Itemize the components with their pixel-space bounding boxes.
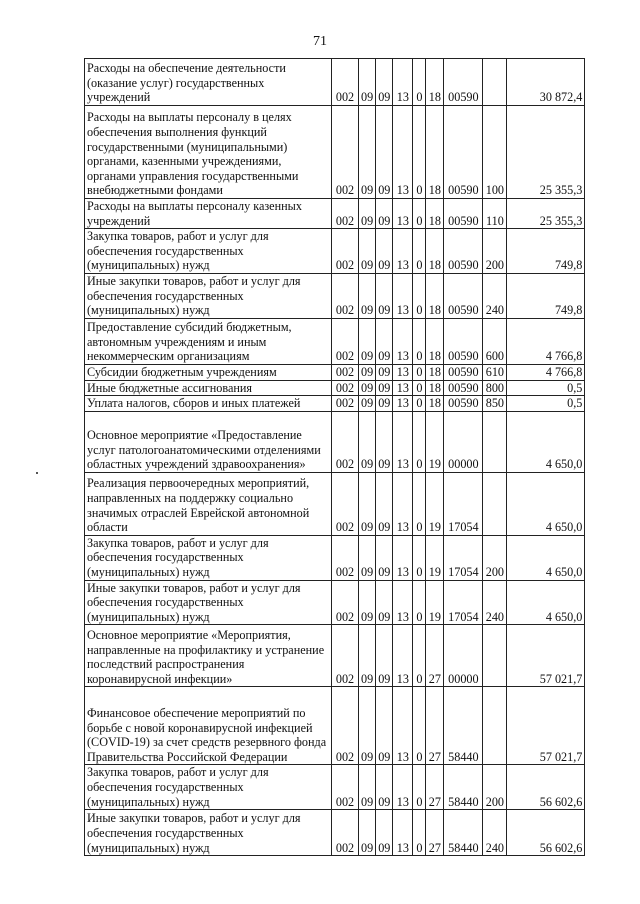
cell-pr: 09 [376,472,393,535]
cell-cs3: 19 [426,535,444,580]
cell-adm: 002 [332,380,359,396]
cell-sum: 57 021,7 [507,625,585,687]
cell-sum: 0,5 [507,380,585,396]
cell-rz: 09 [359,318,376,364]
cell-cs3: 27 [426,687,444,765]
cell-sum: 0,5 [507,396,585,412]
cell-name: Финансовое обеспечение мероприятий по борьбе с новой коронавирусной инфекцией (COVID-19) за счет средств резервного фонда Правительства Российской Федерации [85,687,332,765]
cell-sum: 56 602,6 [507,810,585,856]
cell-cs1: 13 [393,625,413,687]
cell-cs4: 00000 [444,411,483,472]
cell-cs3: 18 [426,273,444,318]
cell-cs3: 19 [426,472,444,535]
cell-sum: 4 650,0 [507,580,585,625]
cell-rz: 09 [359,625,376,687]
cell-vr [483,411,507,472]
cell-adm: 002 [332,106,359,199]
cell-cs3: 18 [426,59,444,106]
cell-cs3: 27 [426,625,444,687]
cell-cs2: 0 [413,199,426,229]
cell-cs1: 13 [393,472,413,535]
cell-sum: 749,8 [507,229,585,274]
cell-adm: 002 [332,687,359,765]
cell-rz: 09 [359,810,376,856]
cell-cs2: 0 [413,535,426,580]
cell-adm: 002 [332,396,359,412]
cell-sum: 57 021,7 [507,687,585,765]
cell-adm: 002 [332,580,359,625]
cell-name: Иные закупки товаров, работ и услуг для обеспечения государственных (муниципальных) нужд [85,580,332,625]
cell-pr: 09 [376,411,393,472]
table-row [85,229,585,274]
cell-rz: 09 [359,273,376,318]
cell-cs4: 58440 [444,810,483,856]
cell-cs3: 18 [426,318,444,364]
cell-name: Основное мероприятие «Предоставление услуг патологоанатомическими отделениями областных учреждений здравоохранения» [85,411,332,472]
cell-pr: 09 [376,687,393,765]
cell-pr: 09 [376,580,393,625]
cell-rz: 09 [359,106,376,199]
cell-sum: 4 650,0 [507,411,585,472]
cell-cs4: 00000 [444,625,483,687]
cell-rz: 09 [359,535,376,580]
cell-cs2: 0 [413,810,426,856]
cell-cs3: 18 [426,229,444,274]
cell-sum: 56 602,6 [507,765,585,810]
cell-cs4: 00590 [444,364,483,380]
cell-vr: 110 [483,199,507,229]
cell-cs2: 0 [413,625,426,687]
cell-rz: 09 [359,580,376,625]
cell-adm: 002 [332,229,359,274]
table-row [85,318,585,364]
cell-adm: 002 [332,59,359,106]
cell-vr [483,625,507,687]
cell-name: Реализация первоочередных мероприятий, направленных на поддержку социально значимых отраслей Еврейской автономной области [85,472,332,535]
cell-adm: 002 [332,411,359,472]
cell-pr: 09 [376,396,393,412]
table-row [85,625,585,687]
cell-cs3: 18 [426,380,444,396]
cell-name: Основное мероприятие «Мероприятия, направленные на профилактику и устранение последствий распространения коронавирусной инфекции» [85,625,332,687]
table-row [85,380,585,396]
cell-rz: 09 [359,396,376,412]
cell-cs4: 17054 [444,535,483,580]
table-row [85,472,585,535]
cell-cs1: 13 [393,810,413,856]
cell-adm: 002 [332,318,359,364]
cell-sum: 4 650,0 [507,472,585,535]
cell-vr [483,472,507,535]
cell-vr: 850 [483,396,507,412]
cell-cs2: 0 [413,472,426,535]
cell-name: Закупка товаров, работ и услуг для обеспечения государственных (муниципальных) нужд [85,765,332,810]
cell-pr: 09 [376,765,393,810]
table-row [85,59,585,106]
cell-adm: 002 [332,364,359,380]
cell-cs2: 0 [413,580,426,625]
cell-vr: 100 [483,106,507,199]
cell-cs2: 0 [413,229,426,274]
cell-vr: 240 [483,810,507,856]
cell-sum: 30 872,4 [507,59,585,106]
cell-cs1: 13 [393,396,413,412]
cell-cs1: 13 [393,411,413,472]
cell-rz: 09 [359,59,376,106]
cell-cs1: 13 [393,273,413,318]
cell-adm: 002 [332,199,359,229]
cell-name: Расходы на обеспечение деятельности (оказание услуг) государственных учреждений [85,59,332,106]
cell-vr: 600 [483,318,507,364]
table-row [85,535,585,580]
cell-rz: 09 [359,364,376,380]
cell-cs4: 58440 [444,687,483,765]
cell-vr: 200 [483,765,507,810]
cell-cs3: 19 [426,580,444,625]
cell-adm: 002 [332,625,359,687]
cell-sum: 4 766,8 [507,364,585,380]
cell-name: Закупка товаров, работ и услуг для обеспечения государственных (муниципальных) нужд [85,229,332,274]
cell-cs3: 18 [426,396,444,412]
cell-cs4: 17054 [444,580,483,625]
table-row [85,364,585,380]
cell-cs2: 0 [413,380,426,396]
table-body [85,59,585,856]
cell-name: Иные закупки товаров, работ и услуг для обеспечения государственных (муниципальных) нужд [85,273,332,318]
cell-name: Предоставление субсидий бюджетным, автономным учреждениям и иным некоммерческим организациям [85,318,332,364]
cell-vr: 800 [483,380,507,396]
cell-pr: 09 [376,364,393,380]
cell-pr: 09 [376,106,393,199]
cell-sum: 4 650,0 [507,535,585,580]
cell-cs1: 13 [393,106,413,199]
cell-cs2: 0 [413,273,426,318]
cell-name: Иные бюджетные ассигнования [85,380,332,396]
table-row [85,199,585,229]
cell-cs2: 0 [413,765,426,810]
cell-vr: 610 [483,364,507,380]
cell-pr: 09 [376,318,393,364]
cell-rz: 09 [359,411,376,472]
cell-name: Расходы на выплаты персоналу в целях обеспечения выполнения функций государственными (муниципальными) органами, казенными учреждениями, органами управления государственными внебюджетными фондами [85,106,332,199]
cell-cs2: 0 [413,106,426,199]
cell-vr: 240 [483,273,507,318]
cell-name: Субсидии бюджетным учреждениям [85,364,332,380]
cell-pr: 09 [376,810,393,856]
cell-name: Уплата налогов, сборов и иных платежей [85,396,332,412]
cell-cs1: 13 [393,318,413,364]
cell-cs3: 18 [426,106,444,199]
cell-cs1: 13 [393,364,413,380]
cell-adm: 002 [332,765,359,810]
cell-cs3: 18 [426,199,444,229]
cell-cs1: 13 [393,687,413,765]
cell-rz: 09 [359,472,376,535]
cell-pr: 09 [376,625,393,687]
cell-vr: 200 [483,229,507,274]
budget-table [84,58,585,856]
table-row [85,765,585,810]
scan-speck [36,472,38,474]
cell-cs2: 0 [413,59,426,106]
cell-adm: 002 [332,535,359,580]
table-row [85,580,585,625]
cell-name: Иные закупки товаров, работ и услуг для обеспечения государственных (муниципальных) нужд [85,810,332,856]
cell-cs4: 58440 [444,765,483,810]
cell-cs4: 00590 [444,59,483,106]
table-row [85,396,585,412]
cell-cs1: 13 [393,535,413,580]
cell-adm: 002 [332,273,359,318]
cell-cs4: 00590 [444,396,483,412]
cell-vr [483,59,507,106]
cell-pr: 09 [376,199,393,229]
cell-pr: 09 [376,59,393,106]
cell-cs3: 27 [426,810,444,856]
cell-cs4: 00590 [444,380,483,396]
cell-cs1: 13 [393,580,413,625]
cell-cs3: 27 [426,765,444,810]
cell-pr: 09 [376,535,393,580]
cell-vr: 240 [483,580,507,625]
cell-pr: 09 [376,273,393,318]
cell-cs1: 13 [393,765,413,810]
cell-vr [483,687,507,765]
cell-rz: 09 [359,765,376,810]
cell-cs1: 13 [393,229,413,274]
cell-cs2: 0 [413,411,426,472]
cell-rz: 09 [359,380,376,396]
cell-cs2: 0 [413,364,426,380]
table-row [85,106,585,199]
cell-sum: 4 766,8 [507,318,585,364]
cell-sum: 25 355,3 [507,199,585,229]
cell-rz: 09 [359,229,376,274]
page-number: 71 [313,34,327,49]
table-row [85,687,585,765]
cell-cs1: 13 [393,59,413,106]
cell-sum: 749,8 [507,273,585,318]
table-row [85,273,585,318]
cell-cs4: 00590 [444,273,483,318]
cell-cs3: 18 [426,364,444,380]
cell-pr: 09 [376,229,393,274]
cell-name: Расходы на выплаты персоналу казенных учреждений [85,199,332,229]
cell-cs4: 00590 [444,106,483,199]
cell-cs2: 0 [413,396,426,412]
cell-cs3: 19 [426,411,444,472]
cell-vr: 200 [483,535,507,580]
cell-cs4: 00590 [444,199,483,229]
cell-rz: 09 [359,687,376,765]
cell-sum: 25 355,3 [507,106,585,199]
cell-adm: 002 [332,472,359,535]
cell-pr: 09 [376,380,393,396]
cell-cs1: 13 [393,380,413,396]
cell-cs1: 13 [393,199,413,229]
cell-rz: 09 [359,199,376,229]
cell-cs2: 0 [413,687,426,765]
cell-cs2: 0 [413,318,426,364]
cell-cs4: 00590 [444,318,483,364]
table-row [85,810,585,856]
cell-cs4: 00590 [444,229,483,274]
cell-name: Закупка товаров, работ и услуг для обеспечения государственных (муниципальных) нужд [85,535,332,580]
table-row [85,411,585,472]
cell-adm: 002 [332,810,359,856]
cell-cs4: 17054 [444,472,483,535]
